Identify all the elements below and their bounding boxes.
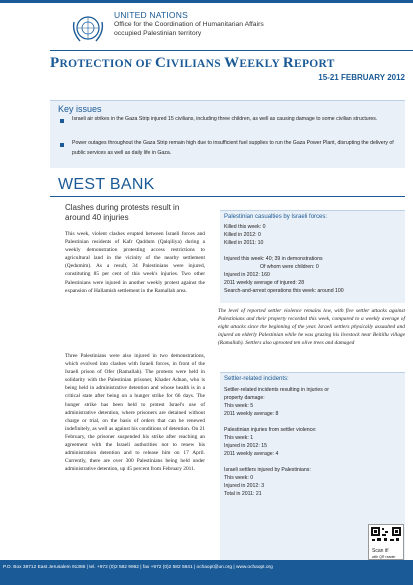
article-paragraph: This week, violent clashes erupted between Israeli forces and Palestinian residents of Kafr Qaddum (Qalqiliya) during a weekly demonstration protesting access restrictions to agricultural land in the vicinity of the nearby settlement (Qedumim). As a result, 34 Palestinians were injured, constituting 85 per cent of this week's injuries. Two other Palestinians were injured in another weekly protest against the expansion of Hallamish settlement in the Ramallah area. <box>65 231 205 294</box>
scan-label-1: Scan it! <box>372 548 389 554</box>
title-cap: R <box>282 55 294 71</box>
stat-line: Injured in 2012: 160 <box>224 272 270 278</box>
stat-line: 2011 weekly average: 4 <box>224 451 279 457</box>
stat-line: Injured this week: 40; 39 in demonstrations <box>224 256 323 262</box>
stat-line: This week: 0 <box>224 475 254 481</box>
stat-line: Killed this week: 0 <box>224 224 266 230</box>
title-rest: IVILIANS <box>166 58 225 70</box>
settler-title: Settler-related incidents: <box>224 376 289 382</box>
stat-line: Killed in 2012: 0 <box>224 232 261 238</box>
org-subtitle-2: occupied Palestinian territory <box>114 30 202 37</box>
title-rest: ROTECTION OF <box>59 58 155 70</box>
title-rest: EPORT <box>294 58 335 70</box>
stat-line: Israeli settlers injured by Palestinians: <box>224 467 311 473</box>
bullet-icon <box>60 143 64 147</box>
title-cap: C <box>154 55 167 71</box>
report-date: 15-21 FEBRUARY 2012 <box>318 73 405 82</box>
bullet-icon <box>60 119 64 123</box>
org-block <box>114 10 404 38</box>
org-subtitle: Office for the Coordination of Humanitarian Affairs <box>114 21 264 28</box>
article-paragraph: Three Palestinians were also injured in two demonstrations, which evolved into clashes with Israeli forces, in front of the Israeli prison of Ofer (Ramallah). The protests were held in solidarity with the Palestinian prisoner, Khader Adnan, who is being held in administrative detention and whose health is in a critical state after being on a hunger strike for 66 days. The hunger strike has been held to protest Israel's use of administrative detention, where prisoners are detained without charge or trial, on the basis of orders that can be renewed indefinitely, as well as against his conditions of detention. On 21 February, the prisoner suspended his strike after reaching an agreement with the Israeli authorities not to renew his administration detention and to release him on 17 April. Currently, there are over 300 Palestinians being held under administrative detention, up 45 percent from February 2011. <box>65 353 205 473</box>
stat-line: Palestinian injuries from settler violence: <box>224 427 317 433</box>
stat-line: Killed in 2011: 10 <box>224 240 264 246</box>
casualties-title: Palestinian casualties by Israeli forces: <box>224 214 328 220</box>
scan-label <box>372 548 396 560</box>
report-title <box>50 55 410 72</box>
top-bar <box>0 0 413 3</box>
stat-line: 2011 weekly average of injured: 28 <box>224 280 305 286</box>
stat-line: This week: 5 <box>224 403 254 409</box>
header-rule <box>50 50 413 51</box>
stat-line: 2011 weekly average: 8 <box>224 411 279 417</box>
stat-line: Of whom were children: 0 <box>260 264 319 270</box>
stat-line: Total in 2011: 21 <box>224 491 262 497</box>
stat-line: Settler-related incidents resulting in injuries or <box>224 387 329 393</box>
stat-line: Injured in 2012: 15 <box>224 443 267 449</box>
title-cap: P <box>50 55 60 71</box>
key-issues-title: Key issues <box>58 104 102 114</box>
section-heading: WEST BANK <box>58 176 155 193</box>
article-paragraph: The level of reported settler violence remains low, with five settler attacks against Palestinians and their property recorded this week, compared to a weekly average of eight attacks since the beginning of the year. Israeli settlers physically assaulted and injured an elderly Palestinian while he was grazing his livestock near Beitillu village (Ramallah). Settlers also uprooted ten olive trees and damaged <box>218 308 405 347</box>
key-issue-item: Israeli air strikes in the Gaza Strip injured 15 civilians, including three children, as well as causing damage to some civilian structures. <box>72 116 378 122</box>
section-rule <box>50 196 405 197</box>
article-heading: Clashes during protests result in around 40 injuries <box>65 203 180 222</box>
casualties-box <box>220 210 405 303</box>
title-rest: EEKLY <box>239 58 283 70</box>
org-name: UNITED NATIONS <box>114 10 188 20</box>
key-issues-box <box>50 100 405 168</box>
title-cap: W <box>224 55 240 71</box>
footer-bar <box>0 560 413 585</box>
stat-line: property damage: <box>224 395 265 401</box>
stat-line: This week: 1 <box>224 435 254 441</box>
footer-contact: P.O. Box 38712 East Jerusalem 91386 | tel. +972 (0)2 582 9962 | fax +972 (0)2 582 5841 | ochaopt@un.org | www.ochaopt.org <box>3 565 273 570</box>
stat-line: Search-and-arrest operations this week: around 100 <box>224 288 344 294</box>
scan-label-2: with QR reader <box>372 555 396 559</box>
un-emblem-icon <box>70 12 106 46</box>
key-issue-item: Power outages throughout the Gaza Strip remain high due to insufficient fuel supplies to run the Gaza Power Plant, disrupting the delivery of public services as well as daily life in Gaza. <box>72 140 394 156</box>
stat-line: Injured in 2012: 3 <box>224 483 265 489</box>
